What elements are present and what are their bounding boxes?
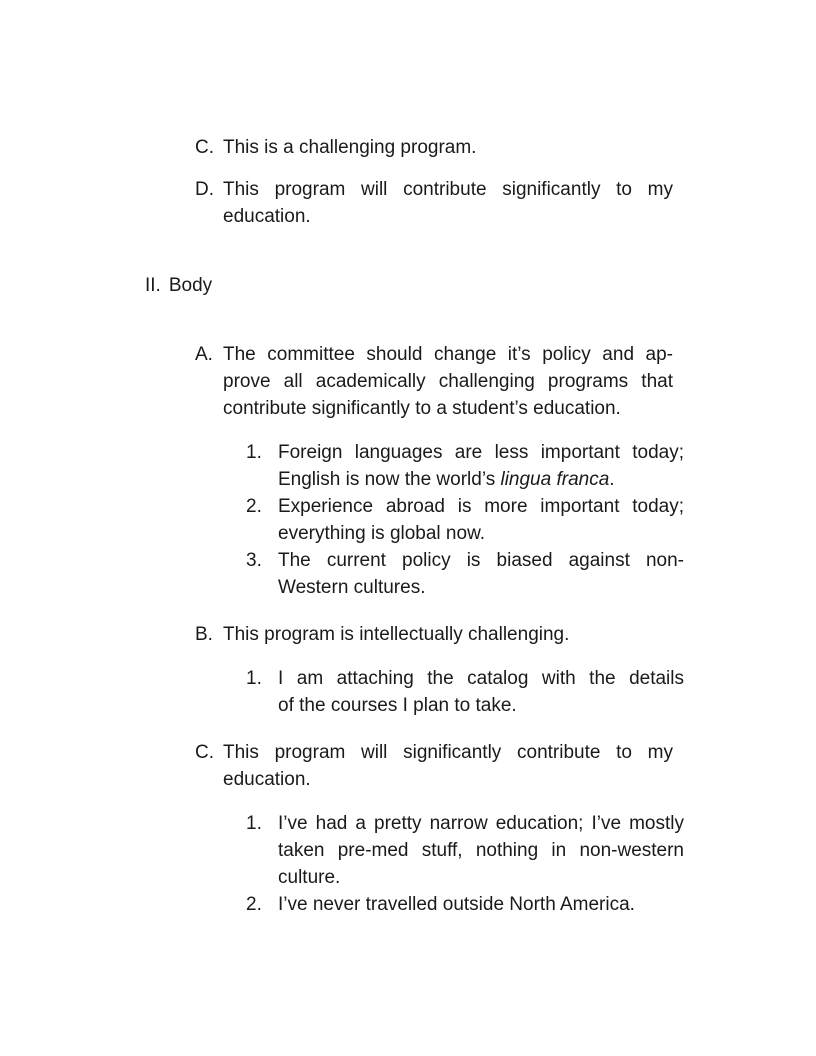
item-text [278,547,684,601]
item-label: C. [195,137,214,158]
section-title: Body [168,275,213,296]
text-line: of the courses I plan to take. [278,695,517,716]
item-label: 2. [246,894,262,915]
text-line: contribute significantly to a student’s education. [223,398,621,419]
text-line: Western cultures. [278,577,426,598]
text-line: This is a challenging program. [223,137,477,158]
item-text [223,621,673,648]
item-text [223,341,673,422]
numbered-sublist-b [0,665,816,719]
text-line: education. [223,206,311,227]
item-label: 1. [246,442,262,463]
numbered-sublist-c [0,810,816,918]
text-line: This program will significantly contribute to my [223,742,673,763]
numbered-item-2 [246,891,684,918]
text-line: I am attaching the catalog with the details [278,668,684,689]
numbered-item-1 [246,810,684,891]
outline-letter-item-b [195,621,673,648]
text-line: culture. [278,867,341,888]
item-label: 1. [246,668,262,689]
text-line: education. [223,769,311,790]
item-text [278,891,684,918]
text-line: everything is global now. [278,523,486,544]
section-number: II. [145,275,161,296]
outline-letter-item-c [195,739,673,793]
item-text [278,665,684,719]
item-label: 2. [246,496,262,517]
item-label: 3. [246,550,262,571]
item-text [223,176,673,230]
text-line: prove all academically challenging programs that [223,371,673,392]
item-label: C. [195,742,214,763]
text-line: The committee should change it’s policy and ap- [223,344,673,365]
item-label: D. [195,179,214,200]
outline-letter-item-c-intro [195,134,673,161]
text-line: English is now the world’s lingua franca. [278,469,615,490]
item-label: B. [195,624,213,645]
text-line: This program will contribute significantly to my [223,179,673,200]
text-line: The current policy is biased against non- [278,550,684,571]
text-line: This program is intellectually challenging. [223,624,570,645]
item-text [223,134,673,161]
numbered-item-1 [246,439,684,493]
text-line: taken pre-med stuff, nothing in non-western [278,840,684,861]
text-line: I’ve had a pretty narrow education; I’ve mostly [278,813,684,834]
item-label: A. [195,344,213,365]
numbered-item-2 [246,493,684,547]
item-text [278,493,684,547]
numbered-item-3 [246,547,684,601]
item-text [278,810,684,891]
outline-letter-item-d-intro [195,176,673,230]
item-text [278,439,684,493]
text-line: Foreign languages are less important today; [278,442,684,463]
section-heading-body [145,272,816,299]
outline-letter-item-a [195,341,673,422]
numbered-sublist-a [0,439,816,601]
item-text [223,739,673,793]
text-line: Experience abroad is more important today; [278,496,684,517]
item-label: 1. [246,813,262,834]
text-line: I’ve never travelled outside North America. [278,894,635,915]
numbered-item-1 [246,665,684,719]
